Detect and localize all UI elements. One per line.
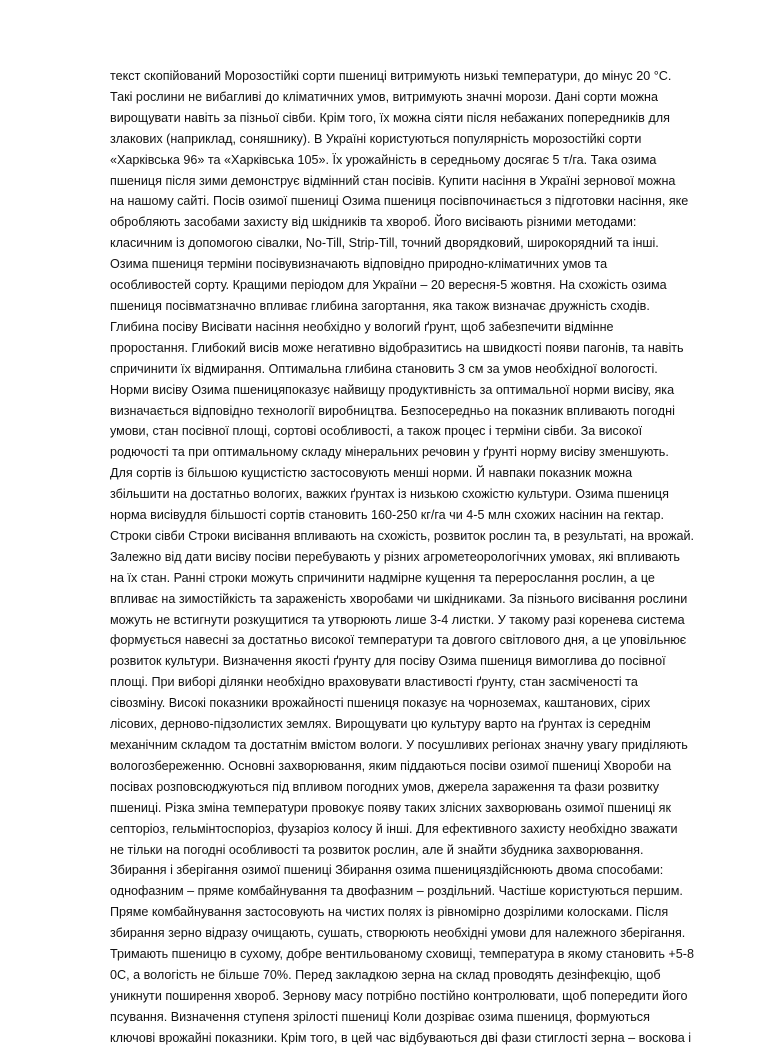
text-line: визначається відповідно технології виробництва. Безпосередньо на показник впливають погодні: [110, 403, 675, 418]
text-line: ключові врожайні показники. Крім того, в цей час відбуваються дві фази стиглості зерна – воскова і: [110, 1030, 692, 1045]
text-line: псування. Визначення ступеня зрілості пшениці Коли дозріває озима пшениця, формуються: [110, 1009, 650, 1024]
text-line: класичним із допомогою сівалки, No-Till, Strip-Till, точний дворядковий, широкорядний та інші.: [110, 236, 659, 251]
text-line: проростання. Глибокий висів може негативно відобразитись на швидкості появи пагонів, та навіть: [110, 340, 684, 355]
text-line: текст скопійований Морозостійкі сорти пшениці витримують низькі температури, до мінус 20 °С.: [110, 69, 672, 83]
text-line: Глибина посіву Висівати насіння необхідно у вологий ґрунт, щоб забезпечити відмінне: [110, 319, 614, 334]
text-line: родючості та при оптимальному складу мінеральних речовин у ґрунті норму висіву зменшують.: [110, 445, 669, 460]
text-line: обробляють засобами захисту від шкідників та хвороб. Його висівають різними методами:: [110, 215, 637, 230]
text-line: пшениця посівматзначно впливає глибина загортання, яка також визначає дружність сходів.: [110, 298, 650, 313]
text-line: посівах розповсюджуються під впливом погодних умов, джерела зараження та фази розвитку: [110, 779, 660, 794]
text-line: на нашому сайті. Посів озимої пшениці Озима пшениця посівпочинається з підготовки насіння, яке: [110, 194, 689, 209]
text-line: Озима пшениця терміни посівувизначають відповідно природно-кліматичних умов та: [110, 257, 608, 272]
text-line: Пряме комбайнування застосовують на чистих полях із рівномірно дозрілими колосками. Після: [110, 905, 669, 920]
text-line: не тільки на погодні особливості та розвиток рослин, але й знайти збудника захворювання.: [110, 842, 644, 857]
text-line: «Харківська 96» та «Харківська 105». Їх урожайність в середньому досягає 5 т/га. Така озима: [110, 152, 657, 167]
text-line: Такі рослини не вибагливі до кліматичних умов, витримують значні морози. Дані сорти можна: [110, 89, 658, 104]
text-line: лісових, дерново-підзолистих землях. Вирощувати цю культуру варто на ґрунтах із середнім: [110, 717, 651, 732]
text-line: пшениця після зими демонструє відмінний стан посівів. Купити насіння в Україні зернової можна: [110, 173, 676, 188]
text-line: 0С, а вологість не більше 70%. Перед закладкою зерна на склад проводять дезінфекцію, щоб: [110, 967, 661, 982]
text-line: на їх стан. Ранні строки можуть спричинити надмірне кущення та перерослання рослин, а це: [110, 570, 655, 585]
text-line: сівозміну. Високі показники врожайності пшениця показує на чорноземах, каштанових, сірих: [110, 696, 651, 711]
text-line: Тримають пшеницю в сухому, добре вентильованому сховищі, температура в якому становить +5-8: [110, 947, 694, 962]
text-line: спричинити їх відмирання. Оптимальна глибина становить 3 см за умов необхідної вологості.: [110, 361, 658, 376]
text-line: септоріоз, гельмінтоспоріоз, фузаріоз колосу й інші. Для ефективного захисту необхідно зважати: [110, 821, 678, 836]
text-line: розвиток культури. Визначення якості ґрунту для посіву Озима пшениця вимоглива до посівної: [110, 654, 666, 669]
text-line: Збирання і зберігання озимої пшениці Збирання озима пшеницяздійснюють двома способами:: [110, 863, 664, 878]
text-line: умови, стан посівної площі, сортові особливості, а також процес і терміни сівби. За високої: [110, 424, 643, 439]
text-line: Строки сівби Строки висівання впливають на схожість, розвиток рослин та, в результаті, на врожай.: [110, 528, 695, 543]
text-line: однофазним – пряме комбайнування та двофазним – роздільний. Частіше користуються першим.: [110, 884, 683, 899]
text-line: вологозбереженню. Основні захворювання, яким піддаються посіви озимої пшениці Хвороби на: [110, 758, 672, 773]
text-line: збільшити на достатньо вологих, важких ґрунтах із низькою схожістю культури. Озима пшениця: [110, 487, 669, 502]
text-line: вирощувати навіть за пізньої сівби. Крім того, їх можна сіяти після небажаних попередників для: [110, 110, 670, 125]
text-line: Залежно від дати висіву посіви перебувають у різних агрометеорологічних умовах, які впливають: [110, 549, 680, 564]
text-line: пшениці. Різка зміна температури провокує появу таких злісних захворювань озимої пшениці як: [110, 800, 671, 815]
text-line: злакових (наприклад, соняшнику). В Україні користуються популярність морозостійкі сорти: [110, 131, 642, 146]
text-line: збирання зерно відразу очищають, сушать, створюють необхідні умови для належного зберігання.: [110, 926, 686, 941]
text-line: можуть не встигнути розкущитися та утворюють лише 3-4 листки. У такому разі коренева система: [110, 612, 685, 627]
text-line: Норми висіву Озима пшеницяпоказує найвищу продуктивність за оптимальної норми висіву, яка: [110, 382, 675, 397]
body-text: [110, 66, 710, 1049]
text-line: особливостей сорту. Кращими періодом для України – 20 вересня-5 жовтня. На схожість озима: [110, 278, 667, 293]
text-line: механічним складом та достатнім вмістом вологи. У посушливих регіонах значну увагу приділяють: [110, 738, 688, 752]
text-line: впливає на зимостійкість та зараженість хворобами чи шкідниками. За пізнього висівання рослини: [110, 591, 688, 606]
text-line: площі. При виборі ділянки необхідно враховувати властивості ґрунту, стан засміченості та: [110, 675, 638, 690]
text-line: Для сортів із більшою кущистістю застосовують менші норми. Й навпаки показник можна: [110, 466, 633, 481]
text-line: уникнути поширення хвороб. Зернову масу потрібно постійно контролювати, щоб попередити його: [110, 988, 688, 1003]
text-line: формується навесні за достатньо високої температури та довгого світлового дня, а це уповільнює: [110, 633, 687, 648]
text-line: норма висівудля більшості сортів становить 160-250 кг/га чи 4-5 млн схожих насінин на гектар.: [110, 508, 665, 523]
